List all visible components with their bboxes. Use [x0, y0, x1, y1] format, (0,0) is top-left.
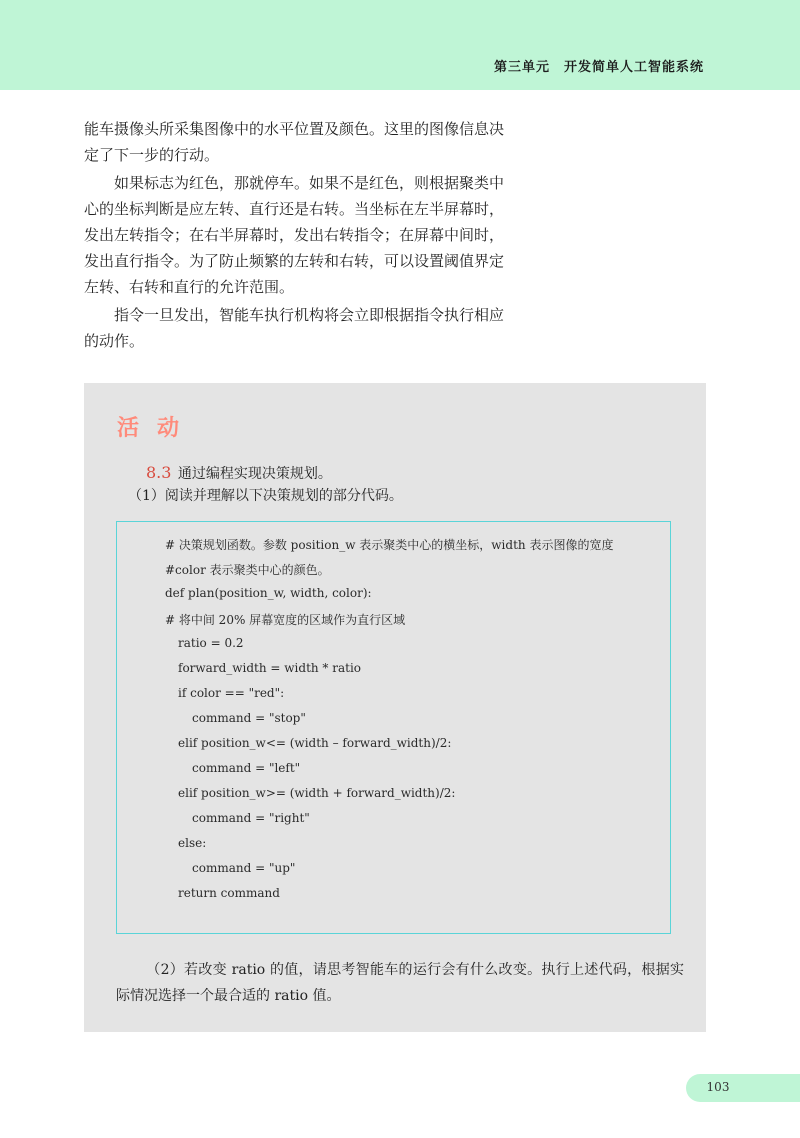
code-line: return command: [178, 886, 280, 900]
code-line: command = "right": [192, 811, 310, 825]
code-line: #color 表示聚类中心的颜色。: [165, 563, 330, 577]
page-number-tab: [686, 1074, 800, 1102]
code-line: def plan(position_w, width, color):: [165, 586, 372, 600]
code-line: elif position_w>= (width + forward_width)/2:: [178, 786, 456, 800]
code-line: forward_width = width * ratio: [178, 661, 362, 675]
code-line: # 将中间 20% 屏幕宽度的区域作为直行区域: [165, 613, 406, 627]
activity-title: 活动: [117, 416, 198, 441]
code-line: elif position_w<= (width – forward_width)/2:: [178, 736, 452, 750]
unit-title: 第三单元 开发简单人工智能系统: [493, 60, 704, 75]
code-line: else:: [178, 836, 207, 850]
code-box: [116, 521, 671, 934]
activity-box: [84, 383, 706, 1032]
question-text: （2）若改变 ratio 的值，请思考智能车的运行会有什么改变。执行上述代码，根据实际情况选择一个最合适的 ratio 值。: [116, 962, 684, 1004]
page-number: 103: [706, 1080, 730, 1094]
question: [116, 957, 684, 1009]
task-line: [146, 463, 332, 483]
paragraph: 如果标志为红色，那就停车。如果不是红色，则根据聚类中心的坐标判断是应左转、直行还是右转。当坐标在左半屏幕时，发出左转指令；在右半屏幕时，发出右转指令；在屏幕中间时，发出直行指令。为了防止频繁的左转和右转，可以设置阈值界定左转、右转和直行的允许范围。: [84, 174, 505, 296]
code-line: if color == "red":: [178, 686, 285, 700]
code-line: command = "up": [192, 861, 296, 875]
paragraph: 能车摄像头所采集图像中的水平位置及颜色。这里的图像信息决定了下一步的行动。: [84, 120, 505, 164]
body-text: [84, 116, 504, 356]
header-band: [0, 0, 800, 90]
paragraph: 指令一旦发出，智能车执行机构将会立即根据指令执行相应的动作。: [84, 306, 505, 350]
code-line: command = "stop": [192, 711, 306, 725]
code-line: # 决策规划函数。参数 position_w 表示聚类中心的横坐标，width 表示图像的宽度: [165, 538, 614, 552]
task-text: 通过编程实现决策规划。: [177, 466, 332, 482]
code-line: command = "left": [192, 761, 301, 775]
task-number: 8.3: [146, 463, 172, 482]
task-subtitle: （1）阅读并理解以下决策规划的部分代码。: [128, 488, 403, 504]
code-line: ratio = 0.2: [178, 636, 244, 650]
